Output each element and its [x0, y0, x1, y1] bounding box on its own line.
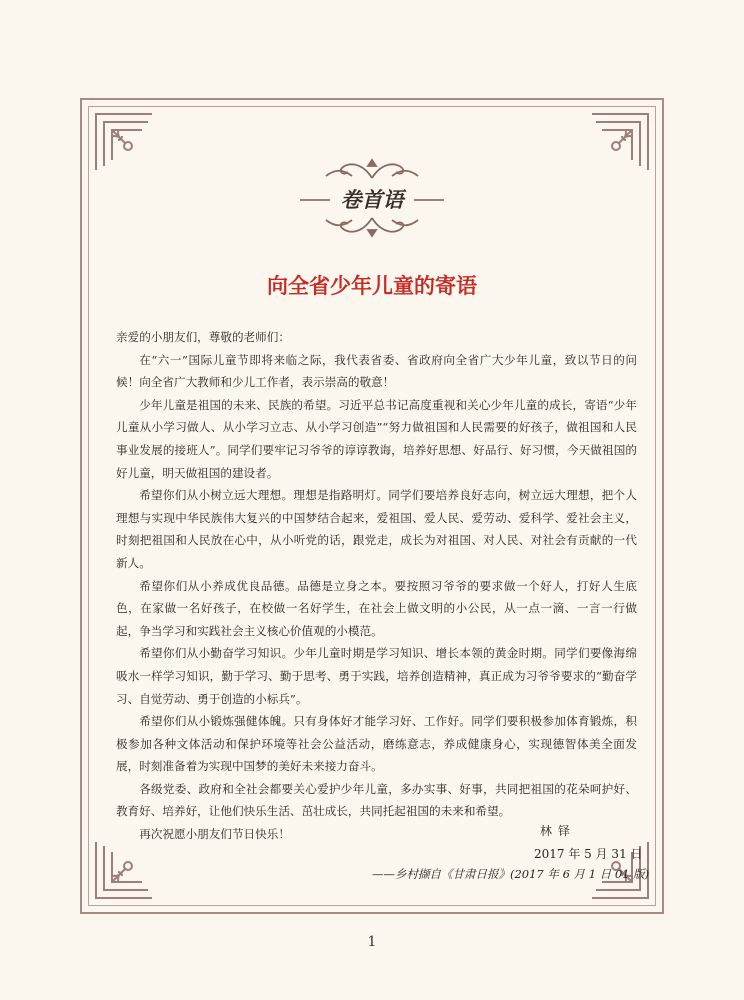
corner-ornament-icon	[588, 110, 652, 174]
signature-name: 林铎	[540, 824, 577, 838]
corner-ornament-icon	[92, 110, 156, 174]
salutation: 亲爱的小朋友们，尊敬的老师们：	[116, 330, 290, 344]
source-citation: ——乡村撷自《甘肃日报》(2017 年 6 月 1 日 01 版)	[372, 867, 650, 881]
letter-title: 向全省少年儿童的寄语	[267, 273, 477, 298]
section-title: 卷首语	[340, 187, 404, 212]
paragraph: 希望你们从小养成优良品德。品德是立身之本。要按照习爷爷的要求做一个好人，打好人生底色，在家做一名好孩子，在校做一名好学生，在社会上做文明的小公民，从一点一滴、一言一行做起，争当学习和实践社会主义核心价值观的小模范。	[116, 578, 637, 638]
paragraph: 在“六一”国际儿童节即将来临之际，我代表省委、省政府向全省广大少年儿童，致以节日的问候！向全省广大教师和少儿工作者，表示崇高的敬意！	[116, 352, 637, 390]
paragraph: 希望你们从小树立远大理想。理想是指路明灯。同学们要培养良好志向，树立远大理想，把个人理想与实现中华民族伟大复兴的中国梦结合起来，爱祖国、爱人民、爱劳动、爱科学、爱社会主义，时刻把祖国和人民放在心中，从小听党的话，跟党走，成长为对祖国、对人民、对社会有贡献的一代新人。	[116, 488, 637, 570]
page-number: 1	[367, 934, 377, 950]
corner-ornament-icon	[92, 838, 156, 902]
letter-body	[116, 326, 637, 846]
title-rule-right	[414, 199, 444, 201]
scroll-ornament-icon	[322, 216, 422, 238]
signature-date: 2017 年 5 月 31 日	[534, 847, 643, 861]
paragraph: 希望你们从小锻炼强健体魄。只有身体好才能学习好、工作好。同学们要积极参加体育锻炼，积极参加各种文体活动和保护环境等社会公益活动，磨练意志，养成健康身心，实现德智体美全面发展，时刻准备着为实现中国梦的美好未来接力奋斗。	[116, 714, 637, 774]
paragraph: 各级党委、政府和全社会都要关心爱护少年儿童，多办实事、好事，共同把祖国的花朵呵护好、教育好、培养好，让他们快乐生活、茁壮成长，共同托起祖国的未来和希望。	[116, 781, 637, 819]
paragraph: 少年儿童是祖国的未来、民族的希望。习近平总书记高度重视和关心少年儿童的成长，寄语“少年儿童从小学习做人、从小学习立志、从小学习创造”“努力做祖国和人民需要的好孩子，做祖国和人民事业发展的接班人”。同学们要牢记习爷爷的谆谆教诲，培养好思想、好品行、好习惯，今天做祖国的好儿童，明天做祖国的建设者。	[116, 397, 637, 480]
scroll-ornament-icon	[322, 158, 422, 180]
paragraph: 再次祝愿小朋友们节日快乐！	[139, 827, 290, 842]
paragraph: 希望你们从小勤奋学习知识。少年儿童时期是学习知识、增长本领的黄金时期。同学们要像海绵吸水一样学习知识，勤于学习、勤于思考、勇于实践，培养创造精神，真正成为习爷爷要求的“勤奋学习、自觉劳动、勇于创造的小标兵”。	[116, 646, 637, 706]
